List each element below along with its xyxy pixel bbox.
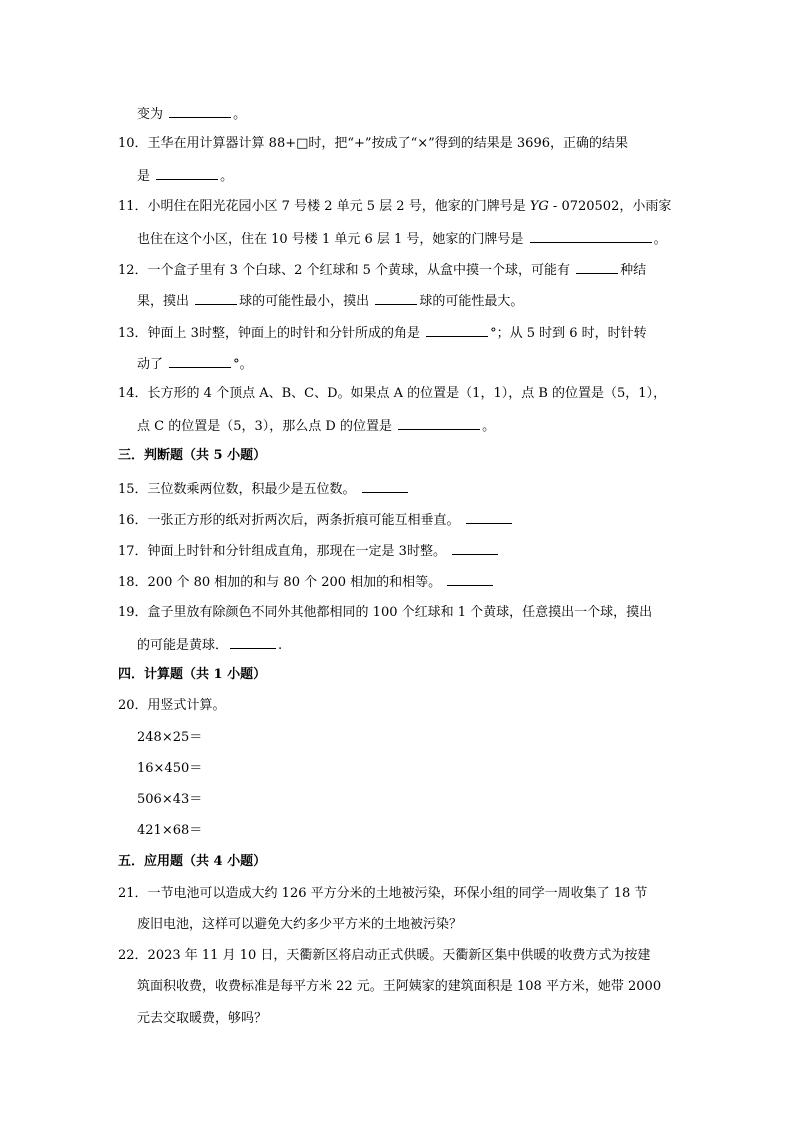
question-14: 14．长方形的 4 个顶点 A、B、C、D。如果点 A 的位置是（1，1），点 B 的位置是（5，1），: [118, 386, 667, 401]
calc-item: 16×450＝: [137, 761, 203, 776]
question-21-line2: 废旧电池，这样可以避免大约多少平方米的土地被污染？: [137, 917, 463, 932]
question-22-line3: 元去交取暖费，够吗？: [137, 1011, 268, 1026]
question-22-line2: 筑面积收费，收费标准是每平方米 22 元。王阿姨家的建筑面积是 108 平方米，她带 2000: [137, 979, 662, 994]
section-heading-calculation: 四．计算题（共 1 小题）: [118, 667, 267, 682]
answer-blank[interactable]: [452, 542, 498, 555]
answer-blank[interactable]: [466, 511, 512, 524]
answer-blank[interactable]: [426, 324, 488, 337]
question-9-continuation: 变为 。: [137, 107, 247, 122]
answer-blank[interactable]: [169, 355, 231, 368]
calc-item: 248×25＝: [137, 730, 203, 745]
question-14-line2: 点 C 的位置是（5，3），那么点 D 的位置是 。: [137, 419, 496, 434]
question-12: 12．一个盒子里有 3 个白球、2 个红球和 5 个黄球，从盒中摸一个球，可能有 种结: [118, 263, 647, 278]
question-19: 19．盒子里放有除颜色不同外其他都相同的 100 个红球和 1 个黄球，任意摸出一个球，摸出: [118, 605, 653, 620]
question-10-line2: 是 。: [137, 169, 234, 184]
question-16: 16．一张正方形的纸对折两次后，两条折痕可能互相垂直。: [118, 511, 514, 529]
calc-item: 421×68＝: [137, 823, 203, 838]
answer-blank[interactable]: [576, 261, 618, 274]
answer-blank[interactable]: [230, 636, 276, 649]
question-11-line2: 也住在这个小区，住在 10 号楼 1 单元 6 层 1 号，她家的门牌号是 。: [137, 232, 667, 247]
section-heading-true-false: 三．判断题（共 5 小题）: [118, 448, 267, 463]
answer-blank[interactable]: [375, 292, 417, 305]
section-heading-word-problems: 五．应用题（共 4 小题）: [118, 854, 267, 869]
answer-blank[interactable]: [362, 480, 408, 493]
answer-blank[interactable]: [398, 417, 480, 430]
question-18: 18．200 个 80 相加的和与 80 个 200 相加的和相等。: [118, 573, 495, 591]
answer-blank[interactable]: [195, 292, 237, 305]
question-10: 10．王华在用计算器计算 88+□时，把“+”按成了“×”得到的结果是 3696，正确的结果: [118, 136, 628, 151]
question-17: 17．钟面上时针和分针组成直角，那现在一定是 3时整。: [118, 542, 500, 560]
answer-blank[interactable]: [156, 167, 218, 180]
answer-blank[interactable]: [169, 105, 231, 118]
question-22: 22．2023 年 11 月 10 日，天衢新区将启动正式供暖。天衢新区集中供暖的收费方式为按建: [118, 948, 651, 963]
question-13: 13．钟面上 3时整，钟面上的时针和分针所成的角是 °；从 5 时到 6 时，时针转: [118, 326, 647, 341]
question-20: 20．用竖式计算。: [118, 698, 226, 713]
calc-item: 506×43＝: [137, 792, 203, 807]
question-12-line2: 果，摸出 球的可能性最小，摸出 球的可能性最大。: [137, 294, 524, 309]
question-15: 15．三位数乘两位数，积最少是五位数。: [118, 480, 410, 498]
answer-blank[interactable]: [447, 573, 493, 586]
answer-blank[interactable]: [530, 230, 652, 243]
question-21: 21．一节电池可以造成大约 126 平方分米的土地被污染，环保小组的同学一周收集了 18 节: [118, 886, 648, 901]
question-11: 11．小明住在阳光花园小区 7 号楼 2 单元 5 层 2 号，他家的门牌号是 YG - 0720502，小雨家: [118, 199, 672, 214]
question-13-line2: 动了 °。: [137, 357, 253, 372]
question-19-line2: 的可能是黄球． .: [137, 638, 283, 653]
